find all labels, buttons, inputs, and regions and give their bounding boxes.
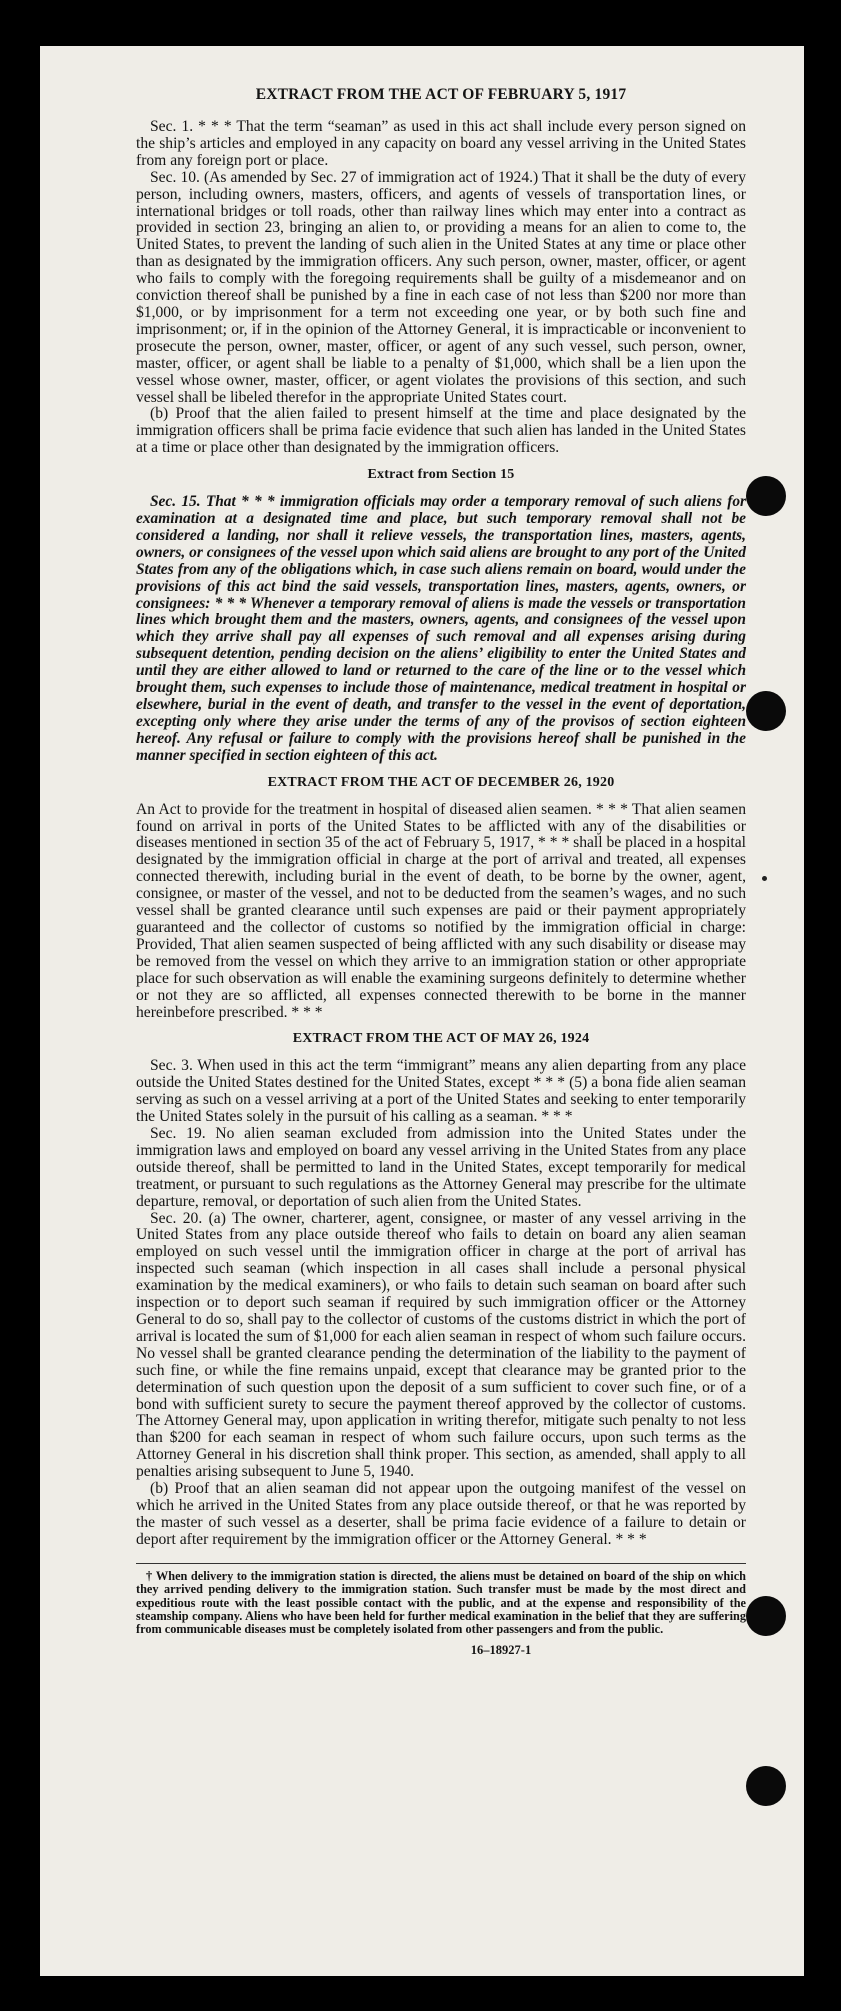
section-1924 [136,1058,746,1548]
paragraph-sec-10: Sec. 10. (As amended by Sec. 27 of immigration act of 1924.) That it shall be the duty of every person, including owners, masters, officers, and agents of vessels of transportation lines, or international bridges or toll roads, other than railway lines which may enter into a contract as provided in section 23, bringing an alien to, or providing a means for an alien to come to, the United States, to prevent the landing of such alien in the United States at any time or place other than as designated by the immigration officers. Any such person, owner, master, officer, or agent who fails to comply with the foregoing requirements shall be guilty of a misdemeanor and on conviction thereof shall be punished by a fine in each case of not less than $200 nor more than $1,000, or by imprisonment for a term not exceeding one year, or by both such fine and imprisonment; or, if in the opinion of the Attorney General, it is impracticable or inconvenient to prosecute the person, owner, master, officer, or agent of any such vessel, such person, owner, master, officer, or agent shall be liable to a penalty of $1,000, which shall be a lien upon the vessel whose owner, master, officer, or agent violates the provisions of this section, and such vessel shall be libeled therefor in the appropriate United States court. [136,168,746,406]
paragraph-act-1920: An Act to provide for the treatment in hospital of diseased alien seamen. * * * That alien seamen found on arrival in ports of the United States to be afflicted with any of the disabilities or diseases mentioned in section 35 of the act of February 5, 1917, * * * shall be placed in a hospital designated by the immigration official in charge at the port of arrival and treated, all expenses connected therewith, including burial in the event of death, to be borne by the owner, agent, consignee, or master of the vessel, and not to be deducted from the seamen’s wages, and no such vessel shall be granted clearance until such expenses are paid or their payment appropriately guaranteed and the collector of customs so notified by the immigration official in charge: Provided, That alien seamen suspected of being afflicted with any such disability or disease may be removed from the vessel on which they arrive to an immigration station or other appropriate place for such observation as will enable the examining surgeons definitely to determine whether or not they are so afflicted, all expenses connected therewith to be borne in the manner hereinbefore prescribed. * * * [136,800,746,1021]
paragraph-sec-10b: (b) Proof that the alien failed to present himself at the time and place designated by the immigration officers shall be prima facie evidence that such alien has landed in the United States at a time or place other than designated by the immigration officers. [136,405,746,457]
heading-section-15: Extract from Section 15 [367,467,515,483]
punch-hole-1 [746,476,786,516]
form-number: 16–18927-1 [470,1642,532,1657]
section-1917 [136,119,746,457]
punch-hole-2 [746,691,786,731]
stray-mark [762,876,767,881]
paragraph-sec-1: Sec. 1. * * * That the term “seaman” as used in this act shall include every person signed on the ship’s articles and employed in any capacity on board any vessel arriving in the United States from any foreign port or place. [136,118,746,169]
document-page [40,46,804,1976]
paragraph-sec-15: Sec. 15. That * * * immigration officials may order a temporary removal of such aliens for examination at a designated time and place, but such temporary removal shall not be considered a landing, nor shall it relieve vessels, the transportation lines, masters, agents, owners, or consignees of the vessel upon which said aliens are brought to any port of the United States from any of the obligations which, in case such aliens remain on board, would under the provisions of this act bind the said vessels, transportation lines, masters, agents, owners, or consignees: * * * Whenever a temporary removal of aliens is made the vessels or transportation lines which brought them and the masters, owners, agents, and consignees of the vessel upon which they arrive shall pay all expenses of such removal and all expenses arising during subsequent detention, pending decision on the aliens’ eligibility to enter the United States and until they are either allowed to land or returned to the care of the line or to the vessel which brought them, such expenses to include those of maintenance, medical treatment in hospital or elsewhere, burial in the event of death, and transfer to the vessel in the event of deportation, excepting only where they arise under the terms of any of the provisos of section eighteen hereof. Any refusal or failure to comply with the provisions hereof shall be punished in the manner specified in section eighteen of this act. [136,493,746,764]
paragraph-sec-3: Sec. 3. When used in this act the term “immigrant” means any alien departing from any place outside the United States destined for the United States, except * * * (5) a bona fide alien seaman serving as such on a vessel arriving at a port of the United States and seeking to enter temporarily the United States solely in the pursuit of his calling as a seaman. * * * [136,1057,746,1126]
punch-hole-3 [746,1596,786,1636]
heading-act-1924: EXTRACT FROM THE ACT OF MAY 26, 1924 [292,1031,590,1047]
document-body [136,86,746,1658]
paragraph-sec-19: Sec. 19. No alien seaman excluded from admission into the United States under the immigration laws and employed on board any vessel arriving in the United States from any place outside thereof, shall be permitted to land in the United States, except temporarily for medical treatment, or pursuant to such regulations as the Attorney General may prescribe for the ultimate departure, removal, or deportation of such alien from the United States. [136,1125,746,1210]
paragraph-sec-20: Sec. 20. (a) The owner, charterer, agent, consignee, or master of any vessel arriving in the United States from any place outside thereof who fails to detain on board any alien seaman employed on such vessel until the immigration officer in charge at the port of arrival has inspected such seaman (which inspection in all cases shall include a personal physical examination by the medical examiners), or who fails to detain such seaman on board after such inspection or to deport such seaman if required by such immigration officer or the Attorney General to do so, shall pay to the collector of customs of the customs district in which the port of arrival is located the sum of $1,000 for each alien seaman in respect of whom such failure occurs. No vessel shall be granted clearance pending the determination of the liability to the payment of such fine, or while the fine remains unpaid, except that clearance may be granted prior to the determination of such question upon the deposit of a sum sufficient to cover such fine, or of a bond with sufficient surety to secure the payment thereof approved by the collector of customs. The Attorney General may, upon application in writing therefor, mitigate such penalty to not less than $200 for each seaman in respect of whom such failure occurs, upon such terms as the Attorney General in his discretion shall think proper. This section, as amended, shall apply to all penalties arising subsequent to June 5, 1940. [136,1209,746,1481]
paragraph-sec-20b: (b) Proof that an alien seaman did not appear upon the outgoing manifest of the vessel on which he arrived in the United States from any place outside thereof, or that he was reported by the master of such vessel as a deserter, shall be prima facie evidence of a failure to detain or deport after requirement by the immigration officer or the Attorney General. * * * [136,1480,746,1548]
section-15 [136,494,746,765]
section-1920 [136,802,746,1022]
heading-act-1917: EXTRACT FROM THE ACT OF FEBRUARY 5, 1917 [255,86,627,103]
footnote: † When delivery to the immigration station is directed, the aliens must be detained on board of the ship on which they arrived pending delivery to the immigration station. Such transfer must be made by the most direct and expeditious route with the least possible contact with the public, and at the expense and responsibility of the steamship company. Aliens who have been held for further medical examination in the belief that they are suffering from communicable diseases must be completely isolated from other passengers and from the public. [136,1563,746,1637]
heading-act-1920: EXTRACT FROM THE ACT OF DECEMBER 26, 1920 [267,774,615,790]
punch-hole-4 [746,1766,786,1806]
